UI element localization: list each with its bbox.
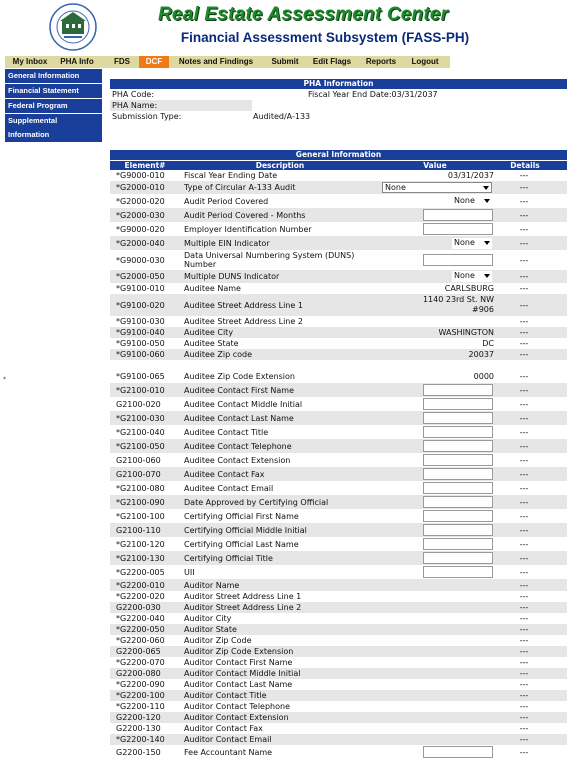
sidebar-item-supplemental[interactable]: Supplemental (5, 114, 102, 128)
table-row (110, 745, 567, 759)
element-description: Certifying Official First Name (184, 512, 299, 521)
table-row (110, 668, 567, 679)
element-id: *G2200-040 (116, 614, 165, 623)
element-id: *G2000-020 (116, 197, 165, 206)
element-id: G2200-150 (116, 748, 161, 757)
details-cell: --- (519, 735, 529, 744)
element-id: *G2100-120 (116, 540, 165, 549)
element-description: Auditor Contact Middle Initial (184, 669, 301, 678)
element-id: *G2000-030 (116, 211, 165, 220)
element-description: Certifying Official Middle Initial (184, 526, 307, 535)
details-cell: --- (519, 581, 529, 590)
submission-type-value: Audited/A-133 (253, 112, 311, 121)
element-id: *G2100-050 (116, 442, 165, 451)
element-id: *G9100-030 (116, 317, 165, 326)
details-cell: --- (519, 702, 529, 711)
element-value: 0000 (473, 372, 494, 381)
value-input[interactable] (423, 223, 493, 235)
details-cell: --- (519, 484, 529, 493)
table-row (110, 349, 567, 360)
value-input[interactable] (423, 426, 493, 438)
element-id: *G9100-010 (116, 284, 165, 293)
value-input[interactable] (423, 254, 493, 266)
value-input[interactable] (423, 510, 493, 522)
table-row (110, 250, 567, 270)
element-id: G2200-030 (116, 603, 161, 612)
element-description: Auditor Street Address Line 1 (184, 592, 302, 601)
element-value: CARLSBURG (444, 284, 494, 293)
element-description: Auditor Contact First Name (184, 658, 293, 667)
element-description: Auditor Zip Code (184, 636, 252, 645)
table-row (110, 222, 567, 236)
nav-pha-info[interactable]: PHA Info (60, 57, 94, 66)
table-row (110, 635, 567, 646)
nav-dcf[interactable]: DCF (139, 56, 169, 68)
value-input[interactable] (423, 524, 493, 536)
element-description: Multiple EIN Indicator (184, 239, 270, 248)
col-element: Element# (124, 161, 166, 170)
details-cell: --- (519, 328, 529, 337)
general-information-rows (110, 170, 567, 759)
details-cell: --- (519, 317, 529, 326)
details-cell: --- (519, 372, 529, 381)
table-row (110, 679, 567, 690)
table-row (110, 439, 567, 453)
details-cell: --- (519, 301, 529, 310)
nav-notes-findings[interactable]: Notes and Findings (178, 57, 254, 66)
element-value: 1140 23rd St. NW #906 (422, 295, 494, 314)
element-description: Auditor Contact Email (184, 735, 272, 744)
element-id: *G2200-060 (116, 636, 165, 645)
value-input[interactable] (423, 746, 493, 758)
element-id: *G2100-030 (116, 414, 165, 423)
table-row (110, 208, 567, 222)
element-id: *G2100-130 (116, 554, 165, 563)
element-id: G2100-020 (116, 400, 161, 409)
element-description: Auditee Street Address Line 2 (184, 317, 303, 326)
details-cell: --- (519, 614, 529, 623)
element-description: Auditor Contact Fax (184, 724, 263, 733)
details-cell: --- (519, 171, 529, 180)
table-row (110, 591, 567, 602)
table-row (110, 383, 567, 397)
fiscal-year-end: Fiscal Year End Date:03/31/2037 (308, 90, 438, 99)
value-select[interactable] (382, 182, 492, 193)
details-cell: --- (519, 603, 529, 612)
details-cell: --- (519, 183, 529, 192)
table-row (110, 270, 567, 283)
details-cell: --- (519, 339, 529, 348)
element-description: Auditee Zip Code Extension (184, 372, 295, 381)
element-description: Auditee City (184, 328, 234, 337)
element-description: Auditee Contact Extension (184, 456, 291, 465)
element-id: *G2200-020 (116, 592, 165, 601)
table-row (110, 316, 567, 327)
element-description: Auditee Name (184, 284, 241, 293)
table-row (110, 523, 567, 537)
details-cell: --- (519, 350, 529, 359)
element-id: *G2200-100 (116, 691, 165, 700)
details-cell: --- (519, 386, 529, 395)
sidebar (5, 69, 102, 143)
value-input[interactable] (423, 496, 493, 508)
details-cell: --- (519, 211, 529, 220)
element-description: Auditor Contact Last Name (184, 680, 293, 689)
nav-submit[interactable]: Submit (271, 57, 299, 66)
table-row (110, 723, 567, 734)
table-row (110, 537, 567, 551)
element-description: Auditee Contact Telephone (184, 442, 292, 451)
element-id: *G2100-080 (116, 484, 165, 493)
element-description: Multiple DUNS Indicator (184, 272, 280, 281)
element-id: G2200-080 (116, 669, 161, 678)
details-cell: --- (519, 414, 529, 423)
value-select[interactable] (452, 196, 492, 207)
element-value: WASHINGTON (438, 328, 494, 337)
value-select[interactable] (452, 271, 492, 282)
value-input[interactable] (423, 468, 493, 480)
details-cell: --- (519, 713, 529, 722)
details-cell: --- (519, 470, 529, 479)
element-description: Auditee Contact Fax (184, 470, 265, 479)
element-id: *G9000-020 (116, 225, 165, 234)
table-row (110, 397, 567, 411)
details-cell: --- (519, 658, 529, 667)
element-description: Auditor Name (184, 581, 240, 590)
value-input[interactable] (423, 552, 493, 564)
nav-logout[interactable]: Logout (411, 57, 439, 66)
nav-reports[interactable]: Reports (365, 57, 397, 66)
element-description: Auditee Zip code (184, 350, 252, 359)
chevron-down-icon (484, 199, 490, 203)
element-description: Fee Accountant Name (184, 748, 273, 757)
element-id: G2200-065 (116, 647, 161, 656)
table-row (110, 565, 567, 579)
details-cell: --- (519, 647, 529, 656)
element-description: Audit Period Covered - Months (184, 211, 306, 220)
main-nav (5, 56, 450, 68)
element-description: Auditee Contact Email (184, 484, 274, 493)
table-row (110, 170, 567, 181)
details-cell: --- (519, 526, 529, 535)
element-description: Auditor Contact Telephone (184, 702, 291, 711)
chevron-down-icon (483, 186, 489, 190)
element-description: Certifying Official Last Name (184, 540, 299, 549)
details-cell: --- (519, 592, 529, 601)
details-cell: --- (519, 225, 529, 234)
nav-my-inbox[interactable]: My Inbox (12, 57, 48, 66)
element-id: G2200-120 (116, 713, 161, 722)
element-description: Auditor Zip Code Extension (184, 647, 294, 656)
table-row (110, 624, 567, 635)
table-row (110, 646, 567, 657)
value-input[interactable] (423, 384, 493, 396)
element-id: G2100-110 (116, 526, 161, 535)
sidebar-item-federal-program[interactable]: Federal Program (5, 99, 102, 114)
element-description: Date Approved by Certifying Official (184, 498, 329, 507)
table-row (110, 701, 567, 712)
table-row (110, 602, 567, 613)
chevron-down-icon (484, 241, 490, 245)
pha-information-panel (110, 79, 567, 122)
sidebar-item-financial-statement[interactable]: Financial Statement (5, 84, 102, 99)
details-cell: --- (519, 456, 529, 465)
element-id: G2200-130 (116, 724, 161, 733)
table-row (110, 294, 567, 316)
details-cell: --- (519, 284, 529, 293)
element-id: *G9100-060 (116, 350, 165, 359)
col-description: Description (255, 161, 305, 170)
select-value: None (385, 183, 406, 192)
table-row (110, 236, 567, 250)
element-description: Auditor Contact Title (184, 691, 267, 700)
element-id: *G2100-010 (116, 386, 165, 395)
element-id: *G2100-040 (116, 428, 165, 437)
element-id: *G2200-090 (116, 680, 165, 689)
element-id: *G2200-005 (116, 568, 165, 577)
table-row (110, 453, 567, 467)
element-value: 20037 (468, 350, 494, 359)
table-row (110, 509, 567, 523)
element-id: *G2200-010 (116, 581, 165, 590)
element-description: Type of Circular A-133 Audit (184, 183, 296, 192)
element-id: *G2000-040 (116, 239, 165, 248)
element-id: *G2100-100 (116, 512, 165, 521)
element-description: UII (184, 568, 195, 577)
col-details: Details (510, 161, 540, 170)
details-cell: --- (519, 197, 529, 206)
details-cell: --- (519, 400, 529, 409)
select-value: None (454, 238, 475, 247)
table-row (110, 338, 567, 349)
element-id: G2100-060 (116, 456, 161, 465)
value-input[interactable] (423, 538, 493, 550)
table-row (110, 283, 567, 294)
element-id: G2100-070 (116, 470, 161, 479)
element-id: *G2100-090 (116, 498, 165, 507)
element-description: Auditee Contact Middle Initial (184, 400, 303, 409)
details-cell: --- (519, 724, 529, 733)
details-cell: --- (519, 636, 529, 645)
app-title: Real Estate Assessment Center (158, 4, 449, 25)
details-cell: --- (519, 625, 529, 634)
nav-fds[interactable]: FDS (114, 57, 130, 66)
element-id: *G9100-050 (116, 339, 165, 348)
details-cell: --- (519, 748, 529, 757)
value-input[interactable] (423, 412, 493, 424)
element-value: DC (482, 339, 494, 348)
element-id: *G2200-050 (116, 625, 165, 634)
pha-name-label: PHA Name: (112, 101, 158, 110)
value-input[interactable] (423, 440, 493, 452)
table-row (110, 467, 567, 481)
details-cell: --- (519, 498, 529, 507)
table-row (110, 551, 567, 565)
table-row (110, 327, 567, 338)
margin-mark: * (3, 376, 6, 383)
element-id: *G2200-070 (116, 658, 165, 667)
element-value: 03/31/2037 (447, 171, 494, 180)
pha-information-header: PHA Information (110, 79, 567, 89)
details-cell: --- (519, 669, 529, 678)
sidebar-item-supplemental-information[interactable]: Information (5, 128, 102, 143)
details-cell: --- (519, 680, 529, 689)
submission-type-label: Submission Type: (112, 112, 182, 121)
table-row (110, 425, 567, 439)
element-description: Fiscal Year Ending Date (184, 171, 278, 180)
element-description: Auditee Contact Title (184, 428, 269, 437)
col-value: Value (423, 161, 447, 170)
value-input[interactable] (423, 209, 493, 221)
table-row (110, 411, 567, 425)
element-id: *G9000-010 (116, 171, 165, 180)
app-subtitle: Financial Assessment Subsystem (FASS-PH) (180, 30, 470, 45)
value-input[interactable] (423, 398, 493, 410)
table-row (110, 657, 567, 668)
details-cell: --- (519, 428, 529, 437)
value-select[interactable] (452, 238, 492, 249)
element-description: Auditor State (184, 625, 237, 634)
element-id: *G2000-050 (116, 272, 165, 281)
table-row (110, 481, 567, 495)
table-row (110, 734, 567, 745)
details-cell: --- (519, 554, 529, 563)
table-row (110, 194, 567, 208)
select-value: None (454, 196, 475, 205)
value-input[interactable] (423, 566, 493, 578)
table-row (110, 579, 567, 591)
details-cell: --- (519, 691, 529, 700)
details-cell: --- (519, 512, 529, 521)
element-description: Audit Period Covered (184, 197, 269, 206)
element-id: *G9100-020 (116, 301, 165, 310)
hud-seal-logo (38, 2, 108, 52)
nav-edit-flags[interactable]: Edit Flags (312, 57, 352, 66)
general-information-header: General Information (110, 150, 567, 160)
details-cell: --- (519, 272, 529, 281)
element-id: *G2200-110 (116, 702, 165, 711)
element-description: Auditor City (184, 614, 232, 623)
element-description: Certifying Official Title (184, 554, 273, 563)
element-id: *G2000-010 (116, 183, 165, 192)
element-description: Auditee State (184, 339, 239, 348)
element-description: Auditee Contact Last Name (184, 414, 294, 423)
element-id: *G9100-040 (116, 328, 165, 337)
select-value: None (454, 271, 475, 280)
table-row (110, 690, 567, 701)
element-id: *G9100-065 (116, 372, 165, 381)
element-description: Auditor Contact Extension (184, 713, 289, 722)
details-cell: --- (519, 442, 529, 451)
details-cell: --- (519, 256, 529, 265)
column-headers (110, 160, 567, 170)
element-description: Auditor Street Address Line 2 (184, 603, 302, 612)
element-description: Auditee Contact First Name (184, 386, 295, 395)
value-input[interactable] (423, 454, 493, 466)
pha-code-label: PHA Code: (112, 90, 155, 99)
element-description: Auditee Street Address Line 1 (184, 301, 303, 310)
element-id: *G2200-140 (116, 735, 165, 744)
general-information-panel (110, 150, 567, 759)
table-row (110, 495, 567, 509)
table-row (110, 613, 567, 624)
details-cell: --- (519, 540, 529, 549)
table-row (110, 712, 567, 723)
value-input[interactable] (423, 482, 493, 494)
element-description: Data Universal Numbering System (DUNS) Number (184, 251, 355, 269)
sidebar-item-general-information[interactable]: General Information (5, 69, 102, 84)
details-cell: --- (519, 239, 529, 248)
element-id: *G9000-030 (116, 256, 165, 265)
table-row (110, 370, 567, 383)
chevron-down-icon (484, 274, 490, 278)
element-description: Employer Identification Number (184, 225, 312, 234)
table-row (110, 181, 567, 194)
details-cell: --- (519, 568, 529, 577)
